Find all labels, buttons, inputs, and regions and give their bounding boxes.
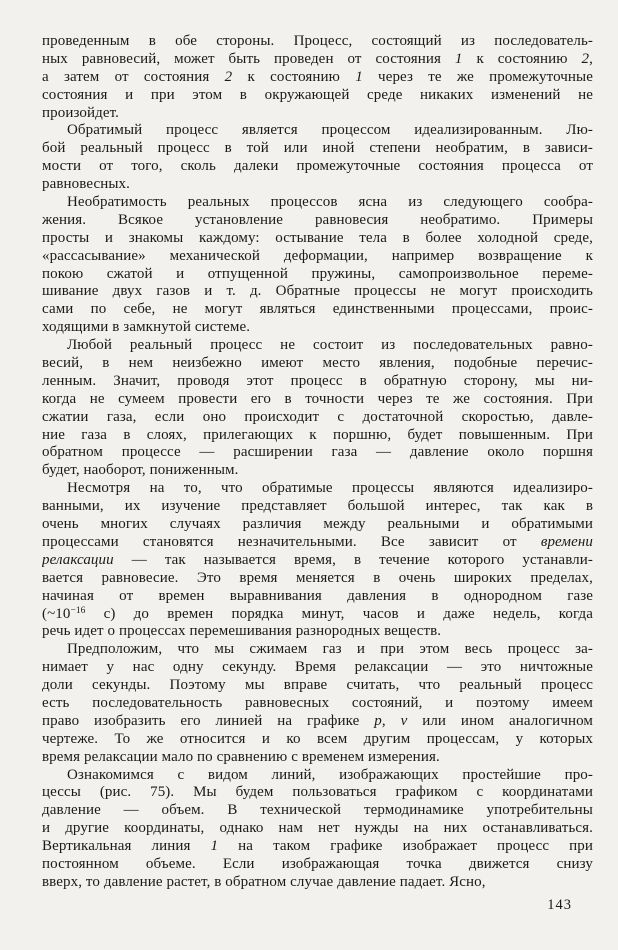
text-line: бой реальный процесс в той или иной степени необратим, в зависи- bbox=[42, 140, 593, 157]
text-line: доли секунды. Поэтому мы вправе считать, что реальный процесс bbox=[42, 677, 593, 694]
page-text bbox=[42, 33, 593, 892]
text-line: а затем от состояния 2 к состоянию 1 через те же промежуточные bbox=[42, 68, 593, 85]
text-line: вается равновесие. Это время меняется в очень широких пределах, bbox=[42, 569, 593, 586]
text-line: чертеже. То же относится и ко всем другим процессам, у которых bbox=[42, 730, 593, 747]
text-line: ванными, их изучение представляет большой интерес, так как в bbox=[42, 498, 593, 515]
text-line: будет, наоборот, пониженным. bbox=[42, 462, 239, 479]
text-line: равновесных. bbox=[42, 176, 131, 193]
paragraph bbox=[42, 33, 593, 122]
text-line: цессы (рис. 75). Мы будем пользоваться графиком с координатами bbox=[42, 784, 593, 801]
text-line: произойдет. bbox=[42, 104, 119, 121]
text-line: Необратимость реальных процессов ясна из следующего сообра- bbox=[67, 194, 593, 211]
text-line: Несмотря на то, что обратимые процессы являются идеализиро- bbox=[67, 480, 593, 497]
text-line: покою сжатой и отпущенной пружины, самопроизвольное переме- bbox=[42, 265, 593, 282]
text-line: ходящими в замкнутой системе. bbox=[42, 319, 251, 336]
text-line: есть последовательность равновесных состояний, и поэтому имеем bbox=[42, 694, 593, 711]
paragraph bbox=[42, 194, 593, 337]
text-line: проведенным в обе стороны. Процесс, состоящий из последователь- bbox=[42, 33, 593, 49]
text-line: нимает у нас одну секунду. Время релаксации — это ничтожные bbox=[42, 659, 593, 676]
text-line: просты и знакомы каждому: остывание тела в более холодной среде, bbox=[42, 229, 593, 246]
text-line: Вертикальная линия 1 на таком графике изображает процесс при bbox=[42, 838, 593, 855]
text-line: ных равновесий, может быть проведен от состояния 1 к состоянию 2, bbox=[42, 50, 593, 67]
text-line: Ознакомимся с видом линий, изображающих простейшие про- bbox=[67, 766, 593, 783]
text-line: право изобразить его линией на графике p, v или ином аналогичном bbox=[42, 712, 593, 729]
text-line: когда не сумеем провести его в точности через те же состояния. При bbox=[42, 390, 593, 407]
page-number: 143 bbox=[547, 897, 572, 913]
text-line: сжатии газа, если оно происходит с достаточной скоростью, давле- bbox=[42, 408, 593, 425]
text-line: обратном процессе — расширении газа — давление около поршня bbox=[42, 444, 593, 461]
text-line: Предположим, что мы сжимаем газ и при этом весь процесс за- bbox=[67, 641, 593, 658]
text-line: процессами становятся незначительными. Все зависит от времени bbox=[42, 533, 593, 550]
text-line: давление — объем. В технической термодинамике употребительны bbox=[42, 802, 593, 819]
text-line: весий, в нем неизбежно имеют место явления, подобные перечис- bbox=[42, 355, 593, 372]
text-line: релаксации — так называется время, в течение которого устанавли- bbox=[42, 551, 593, 568]
text-line: Любой реальный процесс не состоит из последовательных равно- bbox=[67, 337, 593, 354]
text-line: «рассасывание» механической деформации, например возвращение к bbox=[42, 247, 593, 264]
text-line: Обратимый процесс является процессом идеализированным. Лю- bbox=[67, 122, 593, 139]
text-line: вверх, то давление растет, в обратном случае давление падает. Ясно, bbox=[42, 873, 486, 890]
text-line: время релаксации мало по сравнению с временем измерения. bbox=[42, 748, 440, 765]
text-line: очень многих случаях различия между реальными и обратимыми bbox=[42, 516, 593, 533]
text-line: начиная от времен выравнивания давления в однородном газе bbox=[42, 587, 593, 604]
text-line: ленным. Значит, проводя этот процесс в обратную сторону, мы ни- bbox=[42, 372, 593, 389]
paragraph bbox=[42, 767, 593, 892]
text-line: сами по себе, не могут являться единственными процессами, проис- bbox=[42, 301, 593, 318]
text-line: ($\sim 10^{-16}$ с) до времен порядка минут, часов и даже недель, когда bbox=[42, 605, 593, 622]
paragraph bbox=[42, 337, 593, 480]
text-line: шивание двух газов и т. д. Обратные процессы не могут происходить bbox=[42, 283, 593, 300]
paragraph bbox=[42, 641, 593, 766]
text-line: речь идет о процессах перемешивания разнородных веществ. bbox=[42, 623, 442, 640]
text-line: постоянном объеме. Если изображающая точка движется снизу bbox=[42, 855, 593, 872]
text-line: и другие координаты, однако нам нет нужды на них останавливаться. bbox=[42, 820, 593, 837]
text-line: мости от того, сколь далеки промежуточные состояния процесса от bbox=[42, 158, 593, 175]
text-line: ние газа в слоях, прилегающих к поршню, будет повышенным. При bbox=[42, 426, 593, 443]
paragraph bbox=[42, 122, 593, 194]
paragraph bbox=[42, 480, 593, 641]
text-line: состояния и при этом в окружающей среде никаких изменений не bbox=[42, 86, 593, 103]
text-line: жения. Всякое установление равновесия необратимо. Примеры bbox=[42, 211, 593, 228]
